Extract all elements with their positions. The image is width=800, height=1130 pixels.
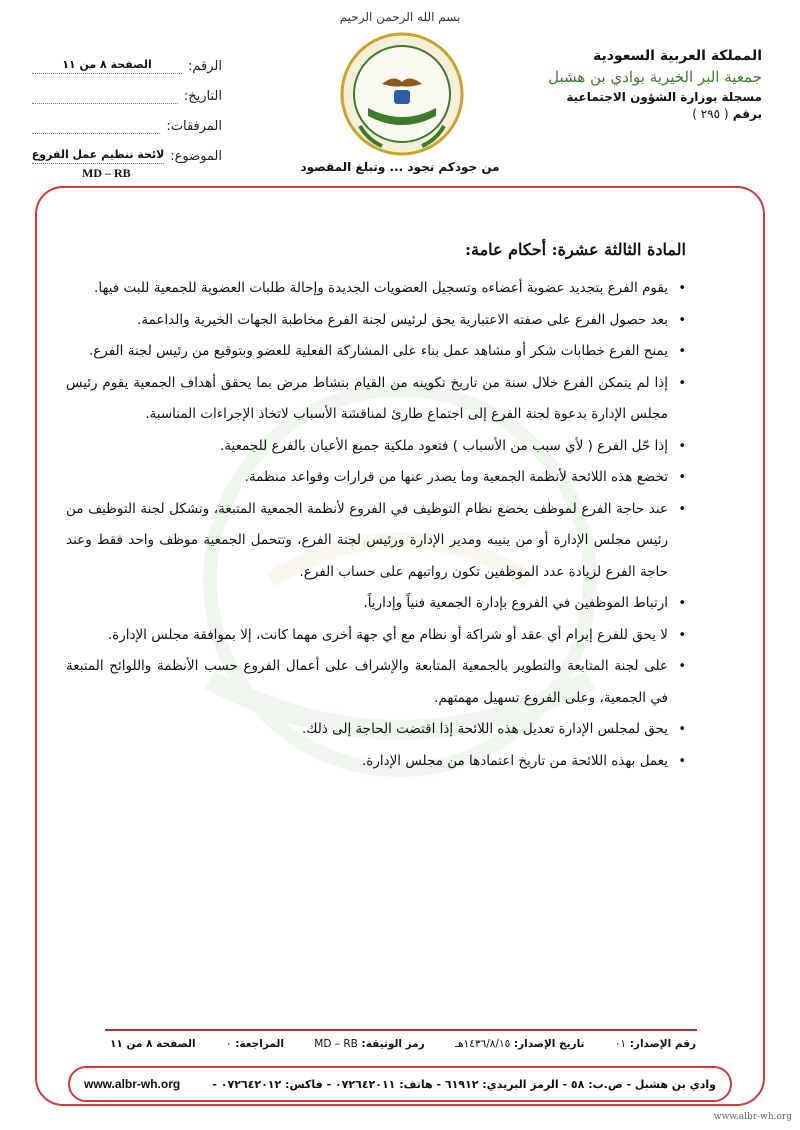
meta-value <box>32 131 160 134</box>
corner-url: www.albr-wh.org <box>713 1112 792 1122</box>
footer-value: ١٤٣٦/٨/١٥هـ <box>455 1038 511 1050</box>
meta-row-attachments <box>32 104 222 134</box>
slogan: من جودكم نجود ... وتبلغ المقصود <box>300 160 500 174</box>
list-item: • يحق لمجلس الإدارة تعديل هذه اللائحة إذا اقتضت الحاجة إلى ذلك. <box>66 714 686 746</box>
doc-code-header: MD – RB <box>82 166 131 180</box>
document-meta <box>32 44 222 164</box>
meta-label: الرقم: <box>188 59 222 74</box>
meta-label: التاريخ: <box>183 89 222 104</box>
section-title: المادة الثالثة عشرة: أحكام عامة: <box>465 240 686 259</box>
basmala: بسم الله الرحمن الرحيم <box>339 10 461 24</box>
list-item: • عند حاجة الفرع لموظف يخضع نظام التوظيف في الفروع لأنظمة الجمعية المتبعة، وتشكل لجنة التوظيف من رئيس مجلس الإدارة أو من ينيبه ومدير الإدارة ورئيس لجنة الفرع، وتتحمل الجمعية موظف واحد فقط وعند حاجة الفرع لزيادة عدد الموظفين تكون رواتبهم على حساب الفرع. <box>66 494 686 589</box>
meta-value <box>32 101 178 104</box>
footer-label: تاريخ الإصدار: <box>513 1038 585 1050</box>
meta-label: الموضوع: <box>170 149 222 164</box>
footer-label: رقم الإصدار: <box>629 1038 696 1050</box>
footer-label: المراجعة: <box>235 1038 284 1050</box>
list-item: • على لجنة المتابعة والتطوير بالجمعية المتابعة والإشراف على أعمال الفروع حسب الأنظمة واللوائح المتبعة في الجمعية، وعلى الفروع تسهيل مهمتهم. <box>66 651 686 714</box>
meta-value: الصفحة ٨ من ١١ <box>32 58 182 74</box>
main-content <box>66 240 686 777</box>
list-item: • تخضع هذه اللائحة لأنظمة الجمعية وما يصدر عنها من قرارات وقواعد منظمة. <box>66 462 686 494</box>
footer-label: رمز الوثيقة: <box>361 1038 425 1050</box>
contact-bar <box>68 1066 732 1102</box>
org-registration: مسجلة بوزارة الشؤون الاجتماعية <box>566 90 762 104</box>
org-reg-number: ( ٢٩٥ ) <box>692 107 729 121</box>
footer-page: الصفحة ٨ من ١١ <box>110 1038 196 1050</box>
contact-details: وادي بن هشبل - ص.ب: ٥٨ - الرمز البريدي: ٦١٩١٢ - هاتف: ٠٧٢٦٤٢٠١١ - فاكس: ٠٧٢٦٤٢٠١٢ - <box>212 1077 716 1091</box>
org-reg-label: برقم <box>732 107 762 121</box>
list-item: • ارتباط الموظفين في الفروع بإدارة الجمعية فنياً وإدارياً. <box>66 588 686 620</box>
footer-review <box>226 1038 284 1050</box>
footer-divider <box>105 1029 697 1031</box>
website-link[interactable]: www.albr-wh.org <box>84 1077 181 1091</box>
org-country: المملكة العربية السعودية <box>593 48 762 64</box>
footer-issue-number <box>615 1038 696 1050</box>
organization-block <box>512 48 762 121</box>
list-item: • يقوم الفرع بتجديد عضوية أعضاءه وتسجيل العضويات الجديدة وإحالة طلبات العضوية للجمعية للبت فيها. <box>66 273 686 305</box>
footer-value: MD – RB <box>314 1038 358 1050</box>
list-item: • إذا حّل الفرع ( لأي سبب من الأسباب ) فتعود ملكية جميع الأعيان بالفرع للجمعية. <box>66 431 686 463</box>
provisions-list <box>66 273 686 777</box>
meta-row-subject <box>32 134 222 164</box>
footer-doc-code <box>314 1038 424 1050</box>
footer-issue-date <box>455 1038 584 1050</box>
footer-value: ٠ <box>225 1038 232 1050</box>
charity-logo-icon <box>338 30 466 158</box>
org-registration-number <box>512 107 762 121</box>
org-name: جمعية البر الخيرية بوادي بن هشبل <box>548 68 762 86</box>
meta-row-date <box>32 74 222 104</box>
list-item: • بعد حصول الفرع على صفته الاعتبارية يحق لرئيس لجنة الفرع مخاطبة الجهات الخيرية والداعمة. <box>66 305 686 337</box>
meta-value: لائحة تنظيم عمل الفروع <box>32 148 164 164</box>
list-item: • لا يحق للفرع إبرام أي عقد أو شراكة أو نظام مع أي جهة أخرى مهما كانت، إلا بموافقة مجلس الإدارة. <box>66 620 686 652</box>
footer-value: ٠١ <box>614 1038 627 1050</box>
meta-row-number <box>32 44 222 74</box>
list-item: • يعمل بهذه اللائحة من تاريخ اعتمادها من مجلس الإدارة. <box>66 746 686 778</box>
meta-label: المرفقات: <box>166 119 222 134</box>
list-item: • إذا لم يتمكن الفرع خلال سنة من تاريخ تكوينه من القيام بنشاط مرض بما يحقق أهداف الجمعية يقوم رئيس مجلس الإدارة بدعوة لجنة الفرع إلى اجتماع طارئ لمناقشة الأسباب لاتخاذ الإجراءات المناسبة. <box>66 368 686 431</box>
list-item: • يمنح الفرع خطابات شكر أو مشاهد عمل بناء على المشاركة الفعلية للعضو وبتوقيع من رئيس لجنة الفرع. <box>66 336 686 368</box>
footer-info <box>110 1038 696 1050</box>
